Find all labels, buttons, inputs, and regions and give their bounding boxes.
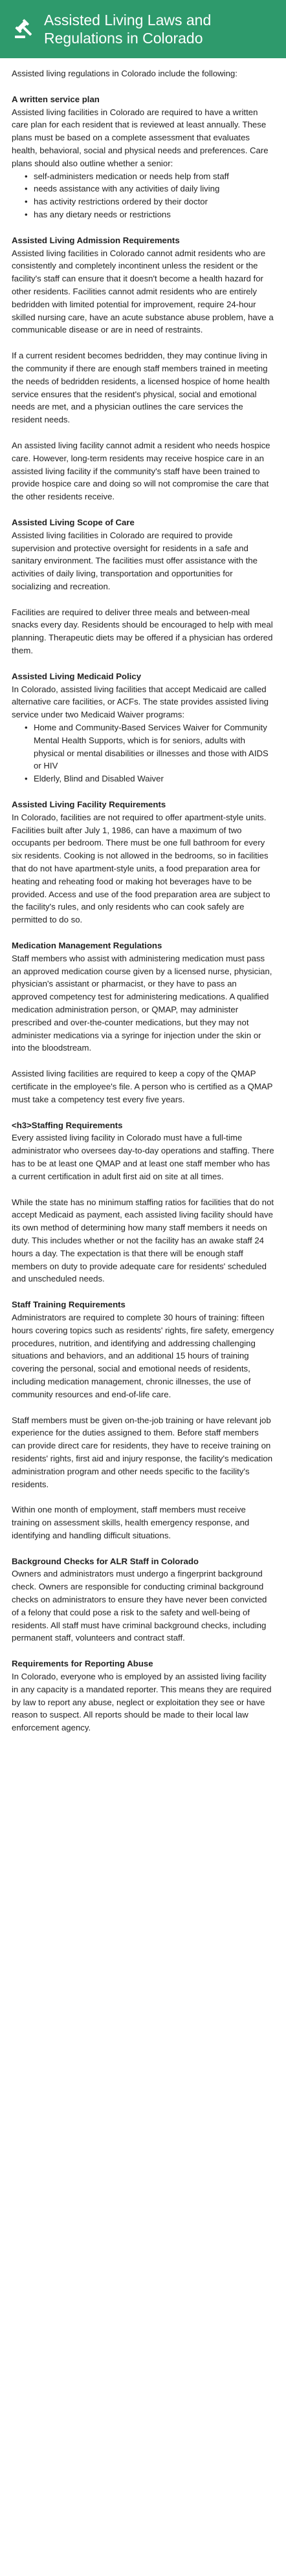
section-text: Assisted living facilities are required to keep a copy of the QMAP certificate in the employee's file. A person who is certified as a QMAP must take a competency test every five years. [12,1069,273,1104]
list-item: • needs assistance with any activities of daily living [25,182,274,195]
section-heading: Assisted Living Facility Requirements [12,800,166,810]
page-title: Assisted Living Laws and Regulations in Colorado [44,12,212,47]
section-heading: <h3>Staffing Requirements [12,1120,123,1130]
section-heading: Assisted Living Scope of Care [12,517,135,527]
section-heading: A written service plan [12,94,100,104]
section-heading: Background Checks for ALR Staff in Colorado [12,1556,199,1566]
section-heading: Assisted Living Medicaid Policy [12,671,142,681]
section-text: In Colorado, everyone who is employed by an assisted living facility in any capacity is a mandated reporter. This means they are required by law to report any abuse, neglect or exploitation they see or have reason to suspect. All reports should be made to their local law enforcement agency. [12,1672,272,1733]
section-text: Within one month of employment, staff members must receive training on assessment skills, health emergency response, and identifying and handling difficult situations. [12,1505,250,1540]
gavel-icon [12,17,35,41]
section-text: Staff members who assist with administering medication must pass an approved medication course given by a licensed nurse, physician, physician's assistant or pharmacist, or they have to pass an approved competency test for administering medications. A qualified medication administration person, or QMAP, may administer prescribed and over-the-counter medications, but they may not administer medications via a syringe for injection under the skin or into the bloodstream. [12,953,272,1053]
section-text: Staff members must be given on-the-job training or have relevant job experience for the duties assigned to them. Before staff members can provide direct care for residents, they have to receive training on residents' rights, first aid and injury response, the facility's medication administration program and other needs specific to the facility's residents. [12,1415,273,1489]
list-item: • Home and Community-Based Services Waiver for Community Mental Health Supports, which is for seniors, adults with physical or mental disabilities or illnesses and those with AIDS or HIV [25,721,274,772]
section-text: Facilities are required to deliver three meals and between-meal snacks every day. Residents should be encouraged to help with meal planning. Therapeutic diets may be offered if a physician has ordered them. [12,607,273,656]
section-text: Assisted living facilities in Colorado are required to provide supervision and protective oversight for residents in a safe and sanitary environment. The facilities must offer assistance with the activities of daily living, transportation and opportunities for socializing and recreation. [12,530,258,591]
section-heading: Assisted Living Admission Requirements [12,235,180,245]
service-plan-list [12,170,274,221]
section-text: While the state has no minimum staffing ratios for facilities that do not accept Medicaid as payment, each assisted living facility should have its own method of determining how many staff members it needs on duty. This includes whether or not the facility has an awake staff 24 hours a day. The expectation is that there will be enough staff members on duty to provide adequate care for residents' scheduled and unscheduled needs. [12,1197,274,1284]
section-admission [12,234,274,503]
page-header [0,0,286,58]
article-body [0,58,286,1754]
section-text: In Colorado, assisted living facilities that accept Medicaid are called alternative care facilities, or ACFs. The state provides assisted living service under two Medicaid Waiver programs: [12,684,269,720]
section-text: If a current resident becomes bedridden, they may continue living in the community if there are enough staff members trained in meeting the needs of bedridden residents, a licensed hospice of home health service ensures that the resident's physical, social and emotional needs are met, and a physician outlines the care services the resident needs. [12,351,270,425]
section-text: Owners and administrators must undergo a fingerprint background check. Owners are responsible for conducting criminal background checks on administrators to ensure they have never been convicted of a felony that could pose a risk to the safety and well-being of residents. All staff must have criminal background checks, including permanent staff, volunteers and contract staff. [12,1569,267,1643]
section-heading: Requirements for Reporting Abuse [12,1659,153,1669]
section-service-plan [12,93,274,221]
list-item: • Elderly, Blind and Disabled Waiver [25,772,274,785]
section-facility [12,798,274,926]
section-text: Assisted living facilities in Colorado cannot admit residents who are consistently and completely incontinent unless the resident or the facility's staff can ensure that it doesn't become a health hazard for other residents. Facilities cannot admit residents who are entirely bedridden with limited potential for improvement, require 24-hour skilled nursing care, have an acute substance abuse problem, have a communicable disease or are in need of restraints. [12,248,274,335]
section-scope-of-care [12,516,274,657]
list-item: • has any dietary needs or restrictions [25,208,274,221]
section-medicaid [12,670,274,785]
section-training [12,1298,274,1542]
intro-text: Assisted living regulations in Colorado include the following: [12,69,237,78]
section-text: Administrators are required to complete 30 hours of training: fifteen hours covering topics such as residents' rights, fire safety, emergency procedures, nutrition, and identifying and addressing challenging situations and behaviors, and an additional 15 hours of training covering the personal, social and emotional needs of residents, including medication management, chronic illnesses, the use of community resources and end-of-life care. [12,1312,274,1399]
section-abuse-reporting [12,1657,274,1734]
section-text: An assisted living facility cannot admit a resident who needs hospice care. However, long-term residents may receive hospice care in an assisted living facility if the community's staff have been trained to provide hospice care and doing so will not compromise the care that the other residents receive. [12,440,270,502]
list-item: • has activity restrictions ordered by their doctor [25,195,274,208]
section-heading: Medication Management Regulations [12,941,162,951]
section-medication [12,939,274,1106]
section-text: In Colorado, facilities are not required to offer apartment-style units. Facilities built after July 1, 1986, can have a maximum of two occupants per bedroom. There must be one full bathroom for every six residents. Cooking is not allowed in the bedrooms, so in facilities that do not have apartment-style units, a food preparation area for heating and reheating food or making hot beverages have to be provided. Access and use of the food preparation area are subject to the facility's rules, and only residents who can cook safely are permitted to do so. [12,812,270,925]
list-item: • self-administers medication or needs help from staff [25,170,274,183]
section-heading: Staff Training Requirements [12,1300,126,1310]
section-text: Assisted living facilities in Colorado are required to have a written care plan for each resident that is reviewed at least annually. These plans must be based on a complete assessment that evaluates health, behavioral, social and physical needs and preferences. Care plans should also outline whether a senior: [12,107,269,168]
section-text: Every assisted living facility in Colorado must have a full-time administrator who oversees day-to-day operations and staffing. There has to be at least one QMAP and at least one staff member who has a current certification in adult first aid on site at all times. [12,1133,274,1181]
medicaid-waiver-list [12,721,274,785]
section-background-checks [12,1555,274,1645]
section-staffing [12,1119,274,1286]
